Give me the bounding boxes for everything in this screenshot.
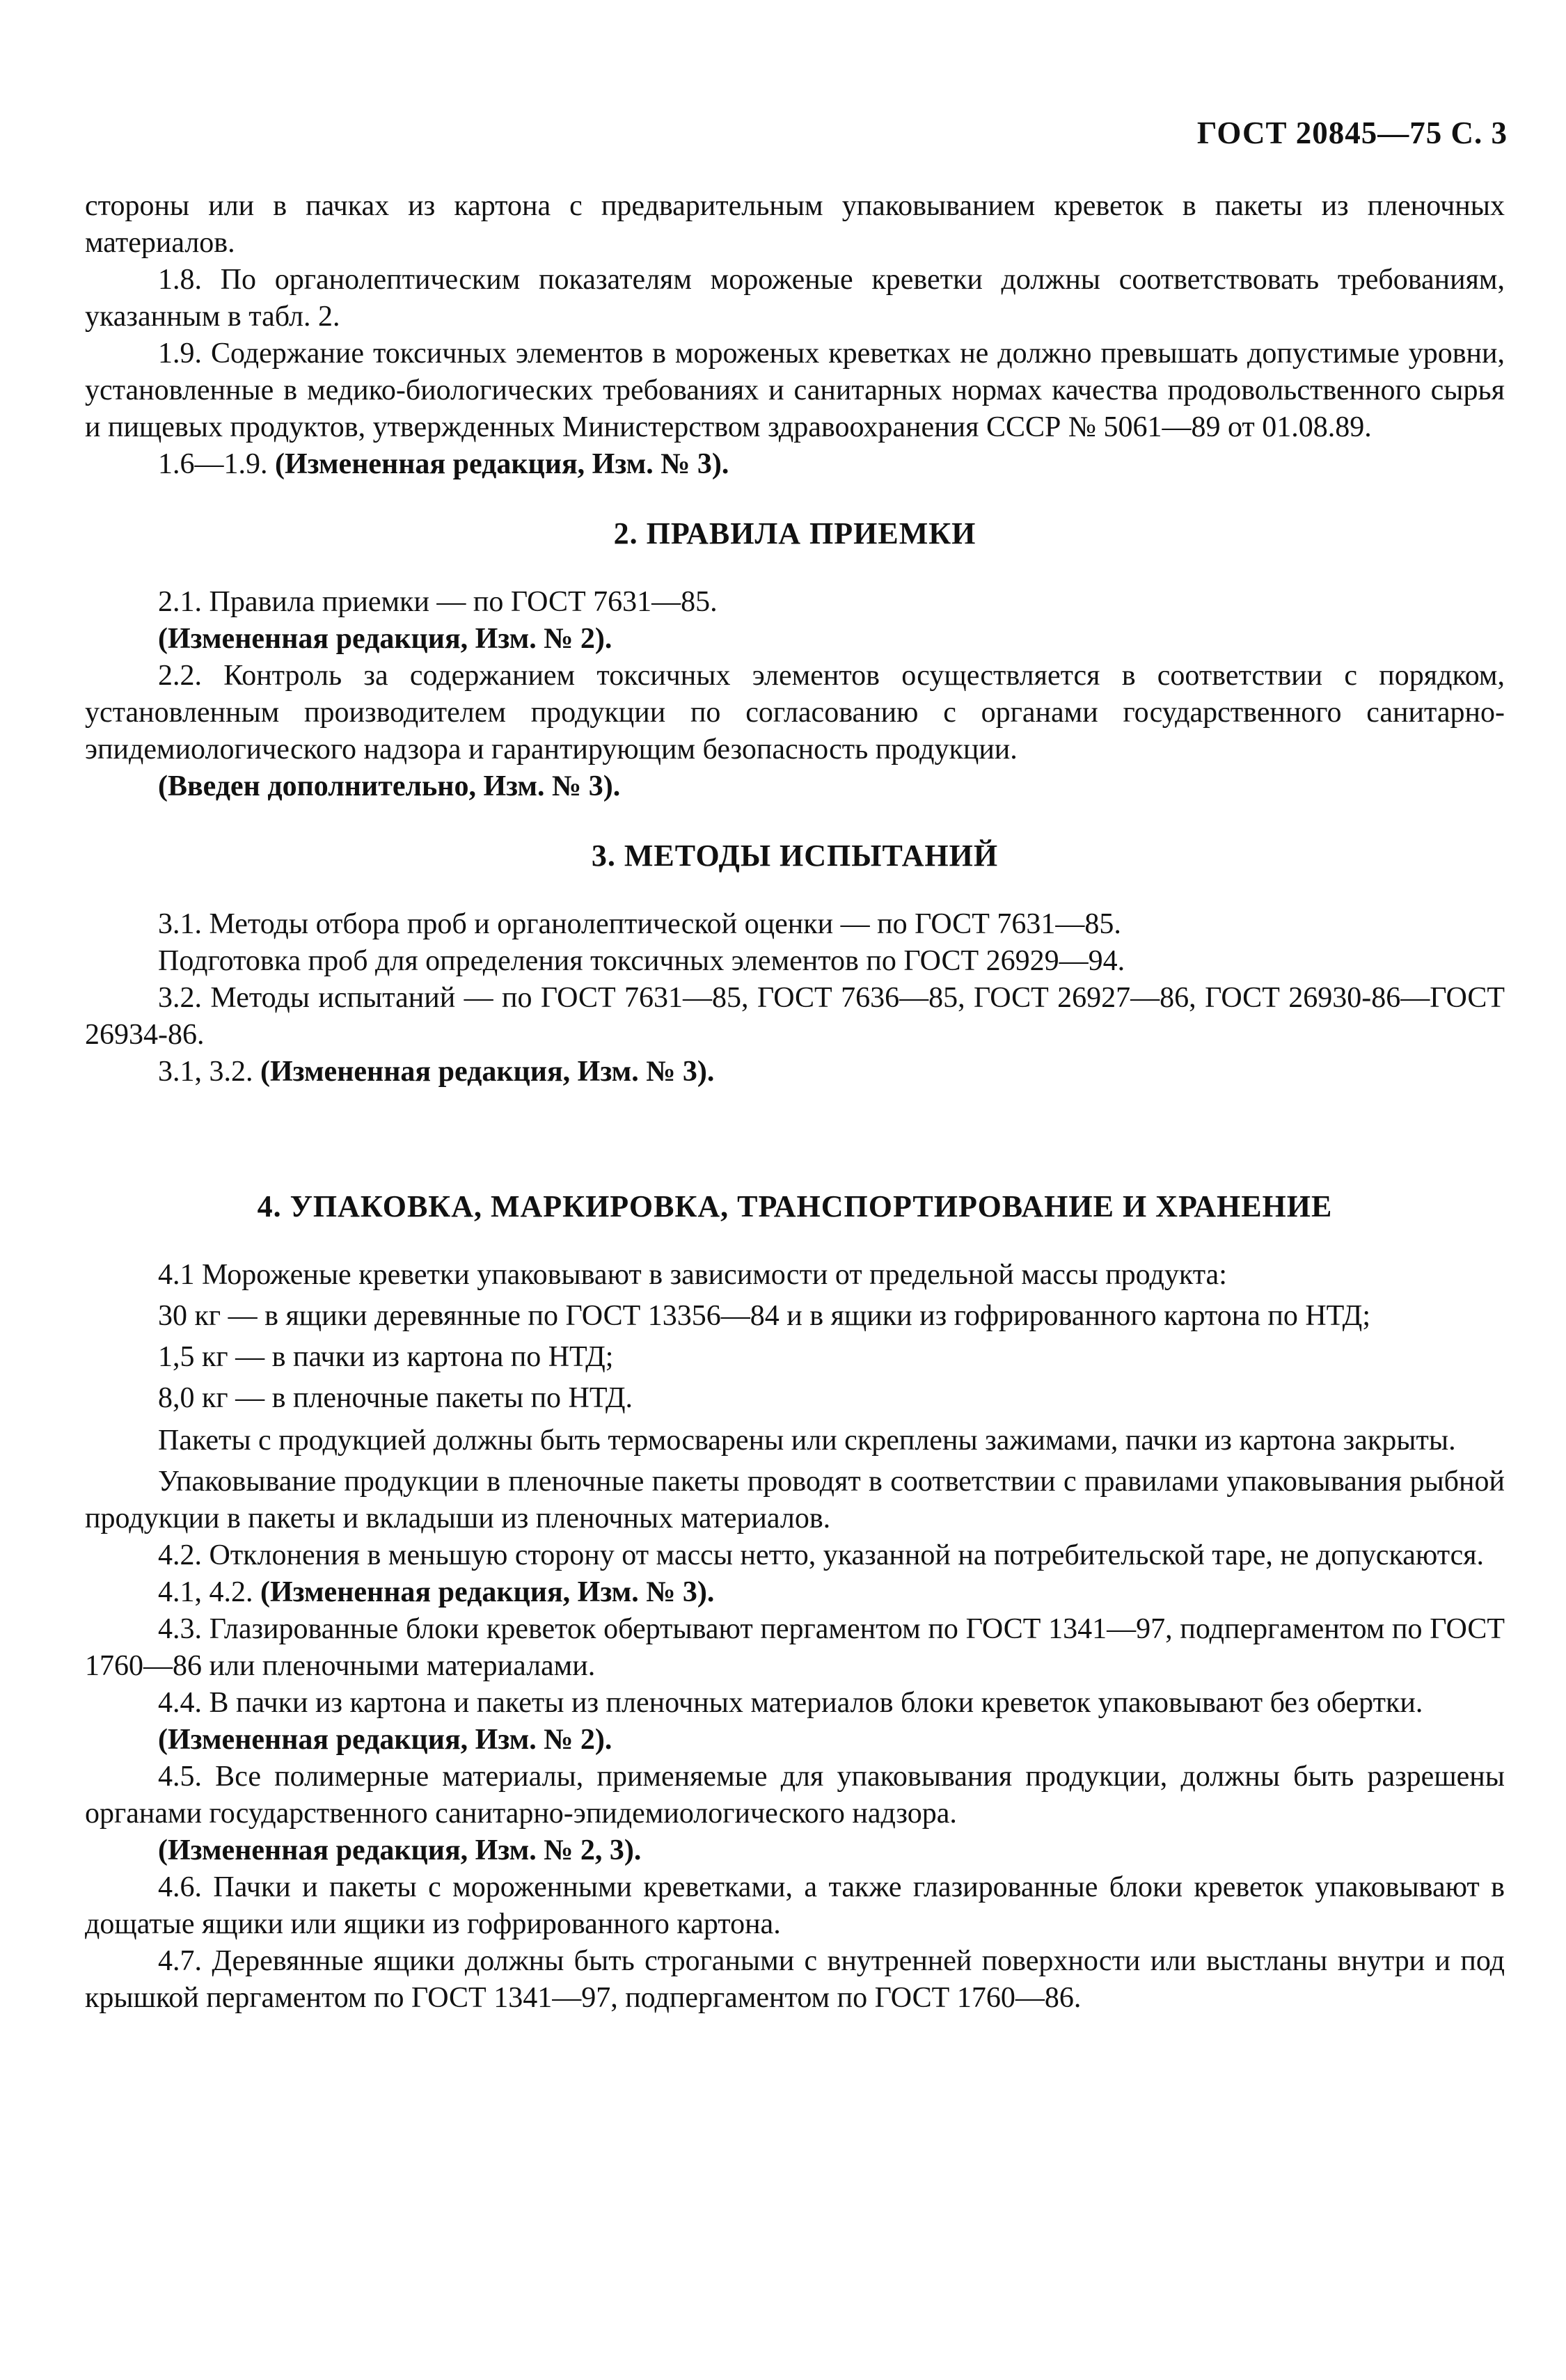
paragraph-2-1: 2.1. Правила приемки — по ГОСТ 7631—85. [158,586,718,618]
amendment-text: (Измененная редакция, Изм. № 3). [260,1576,715,1608]
paragraph-4-1-8kg: 8,0 кг — в пленочные пакеты по НТД. [158,1382,633,1414]
paragraph-2-2: 2.2. Контроль за содержанием токсичных элементов осуществляется в соответствии с порядком, установленным производителем продукции по согласованию с органами государственного санитарно-эпидемиологического надзора и гарантирующим безопасность продукции. [85,660,1505,765]
amendment-prefix: 1.6—1.9. [158,448,275,480]
paragraph-4-1-film-packing: Упаковывание продукции в пленочные пакеты проводят в соответствии с правилами упаковывания рыбной продукции в пакеты и вкладыши из пленочных материалов. [85,1466,1505,1534]
amendment-note-2-1: (Измененная редакция, Изм. № 2). [158,623,612,655]
amendment-note-4-5: (Измененная редакция, Изм. № 2, 3). [158,1834,642,1866]
paragraph-4-1-1-5kg: 1,5 кг — в пачки из картона по НТД; [158,1341,614,1373]
section-3-title: 3. МЕТОДЫ ИСПЫТАНИЙ [591,839,999,873]
paragraph-3-2: 3.2. Методы испытаний — по ГОСТ 7631—85, ГОСТ 7636—85, ГОСТ 26927—86, ГОСТ 26930-86—ГОСТ 26934-86. [85,982,1505,1051]
paragraph-4-1-sealing: Пакеты с продукцией должны быть термосварены или скреплены зажимами, пачки из картона закрыты. [158,1425,1456,1457]
amendment-note-1-6-1-9 [85,446,1505,483]
amendment-note-2-2: (Введен дополнительно, Изм. № 3). [158,770,621,802]
paragraph-4-4: 4.4. В пачки из картона и пакеты из пленочных материалов блоки креветок упаковывают без обертки. [158,1687,1423,1719]
paragraph-4-2: 4.2. Отклонения в меньшую сторону от массы нетто, указанной на потребительской таре, не допускаются. [158,1539,1485,1571]
amendment-text: (Измененная редакция, Изм. № 3). [275,448,729,480]
paragraph-4-7: 4.7. Деревянные ящики должны быть строгаными с внутренней поверхности или выстланы внутри и под крышкой пергаментом по ГОСТ 1341—97, подпергаментом по ГОСТ 1760—86. [85,1945,1505,2014]
paragraph-4-6: 4.6. Пачки и пакеты с мороженными креветками, а также глазированные блоки креветок упаковывают в дощатые ящики или ящики из гофрированного картона. [85,1871,1505,1940]
amendment-text: (Измененная редакция, Изм. № 3). [260,1056,715,1088]
document-header-code: ГОСТ 20845—75 С. 3 [1196,116,1508,150]
section-2-title: 2. ПРАВИЛА ПРИЕМКИ [613,516,976,550]
amendment-prefix: 3.1, 3.2. [158,1056,260,1088]
paragraph-continuation: стороны или в пачках из картона с предварительным упаковыванием креветок в пакеты из пленочных материалов. [85,190,1505,259]
document-body [85,188,1505,2017]
amendment-prefix: 4.1, 4.2. [158,1576,260,1608]
paragraph-4-3: 4.3. Глазированные блоки креветок обертывают пергаментом по ГОСТ 1341—97, подпергаментом по ГОСТ 1760—86 или пленочными материалами. [85,1613,1505,1682]
paragraph-4-5: 4.5. Все полимерные материалы, применяемые для упаковывания продукции, должны быть разрешены органами государственного санитарно-эпидемиологического надзора. [85,1761,1505,1830]
paragraph-1-8: 1.8. По органолептическим показателям мороженые креветки должны соответствовать требованиям, указанным в табл. 2. [85,264,1505,333]
amendment-note-4-4: (Измененная редакция, Изм. № 2). [158,1724,612,1756]
paragraph-1-9: 1.9. Содержание токсичных элементов в мороженых креветках не должно превышать допустимые уровни, установленные в медико-биологических требованиях и санитарных нормах качества продовольственного сырья и пищевых продуктов, утвержденных Министерством здравоохранения СССР № 5061—89 от 01.08.89. [85,338,1505,443]
paragraph-4-1: 4.1 Мороженые креветки упаковывают в зависимости от предельной массы продукта: [158,1259,1227,1291]
paragraph-3-1: 3.1. Методы отбора проб и органолептической оценки — по ГОСТ 7631—85. [158,908,1121,940]
amendment-note-4-1-4-2 [85,1574,1505,1611]
amendment-note-3 [85,1054,1505,1090]
paragraph-4-1-30kg: 30 кг — в ящики деревянные по ГОСТ 13356—84 и в ящики из гофрированного картона по НТД; [158,1300,1370,1332]
paragraph-3-1-sampling: Подготовка проб для определения токсичных элементов по ГОСТ 26929—94. [158,945,1125,977]
section-4-title: 4. УПАКОВКА, МАРКИРОВКА, ТРАНСПОРТИРОВАНИЕ И ХРАНЕНИЕ [257,1189,1333,1223]
